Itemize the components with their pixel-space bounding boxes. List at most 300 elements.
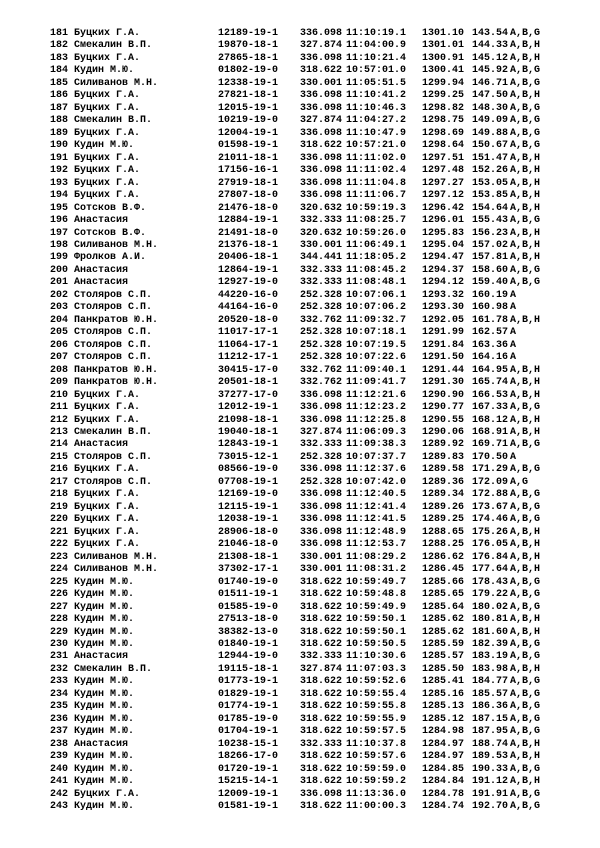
row-distance: 332.333 <box>300 264 343 276</box>
row-place: 218 <box>50 489 69 501</box>
row-points: 1289.36 <box>422 476 465 488</box>
row-coefficient: 187.95 <box>472 726 509 738</box>
row-flags: A,B,H <box>510 526 541 538</box>
row-fancier-name: Буцких Г.А. <box>74 389 141 401</box>
row-ring-code: 01774-19-1 <box>218 701 279 713</box>
row-place: 235 <box>50 701 69 713</box>
row-place: 237 <box>50 726 69 738</box>
table-row <box>50 103 560 115</box>
row-points: 1290.77 <box>422 402 465 414</box>
row-ring-code: 12927-19-0 <box>218 277 279 289</box>
row-ring-code: 12012-19-1 <box>218 402 279 414</box>
row-points: 1297.12 <box>422 190 465 202</box>
row-flags: A,B,H <box>510 539 541 551</box>
row-distance: 332.333 <box>300 738 343 750</box>
row-fancier-name: Кудин М.Ю. <box>74 638 135 650</box>
row-coefficient: 177.64 <box>472 564 509 576</box>
row-fancier-name: Кудин М.Ю. <box>74 763 135 775</box>
row-flags: A,B,G <box>510 439 541 451</box>
row-place: 192 <box>50 165 69 177</box>
row-ring-code: 11017-17-1 <box>218 327 279 339</box>
row-flags: A,B,H <box>510 165 541 177</box>
row-flags: A,B,H <box>510 614 541 626</box>
row-distance: 332.333 <box>300 439 343 451</box>
row-coefficient: 189.53 <box>472 751 509 763</box>
row-points: 1291.50 <box>422 352 465 364</box>
row-fancier-name: Кудин М.Ю. <box>74 701 135 713</box>
row-arrival-time: 11:10:41.2 <box>346 90 407 102</box>
row-flags: A <box>510 339 517 351</box>
row-distance: 252.328 <box>300 339 343 351</box>
row-ring-code: 01511-19-1 <box>218 589 279 601</box>
row-distance: 330.001 <box>300 239 343 251</box>
row-ring-code: 19115-18-1 <box>218 663 279 675</box>
row-points: 1291.30 <box>422 377 465 389</box>
row-place: 182 <box>50 40 69 52</box>
row-arrival-time: 10:59:49.7 <box>346 576 407 588</box>
row-distance: 336.098 <box>300 489 343 501</box>
row-flags: A,B,G <box>510 713 541 725</box>
table-row <box>50 789 560 801</box>
row-ring-code: 73015-12-1 <box>218 451 279 463</box>
row-coefficient: 190.33 <box>472 763 509 775</box>
row-ring-code: 12884-19-1 <box>218 215 279 227</box>
row-coefficient: 160.19 <box>472 289 509 301</box>
row-arrival-time: 11:09:40.1 <box>346 364 407 376</box>
table-row <box>50 252 560 264</box>
row-distance: 336.098 <box>300 190 343 202</box>
row-points: 1290.55 <box>422 414 465 426</box>
row-points: 1284.74 <box>422 801 465 813</box>
row-ring-code: 12038-19-1 <box>218 514 279 526</box>
row-arrival-time: 11:11:02.0 <box>346 152 407 164</box>
table-row <box>50 627 560 639</box>
row-distance: 318.622 <box>300 751 343 763</box>
row-place: 240 <box>50 763 69 775</box>
row-points: 1285.50 <box>422 663 465 675</box>
row-coefficient: 191.12 <box>472 776 509 788</box>
row-fancier-name: Кудин М.Ю. <box>74 601 135 613</box>
table-row <box>50 589 560 601</box>
row-ring-code: 20501-18-1 <box>218 377 279 389</box>
row-points: 1301.01 <box>422 40 465 52</box>
row-coefficient: 185.57 <box>472 688 509 700</box>
row-arrival-time: 10:59:50.1 <box>346 626 407 638</box>
row-fancier-name: Панкратов Ю.Н. <box>74 364 159 376</box>
row-coefficient: 153.05 <box>472 177 509 189</box>
row-place: 227 <box>50 601 69 613</box>
table-row <box>50 527 560 539</box>
row-coefficient: 183.19 <box>472 651 509 663</box>
row-distance: 332.762 <box>300 314 343 326</box>
row-flags: A,B,H <box>510 314 541 326</box>
row-place: 215 <box>50 451 69 463</box>
row-coefficient: 175.26 <box>472 526 509 538</box>
row-points: 1289.83 <box>422 451 465 463</box>
row-points: 1297.27 <box>422 177 465 189</box>
row-place: 213 <box>50 427 69 438</box>
row-arrival-time: 11:12:40.5 <box>346 489 407 501</box>
row-place: 206 <box>50 339 69 351</box>
row-distance: 252.328 <box>300 327 343 339</box>
row-arrival-time: 11:06:49.1 <box>346 239 407 251</box>
row-distance: 252.328 <box>300 476 343 488</box>
table-row <box>50 651 560 663</box>
row-arrival-time: 11:12:41.4 <box>346 501 407 513</box>
row-points: 1285.59 <box>422 638 465 650</box>
row-distance: 318.622 <box>300 676 343 688</box>
row-fancier-name: Фролков А.И. <box>74 252 147 264</box>
table-row <box>50 78 560 90</box>
row-flags: A,B,H <box>510 564 541 576</box>
row-ring-code: 01802-19-0 <box>218 65 279 77</box>
row-flags: A,B,H <box>510 227 541 239</box>
row-flags: A,B,H <box>510 52 541 64</box>
row-flags: A,B,H <box>510 364 541 376</box>
row-fancier-name: Кудин М.Ю. <box>74 776 135 788</box>
row-arrival-time: 11:10:37.8 <box>346 738 407 750</box>
row-arrival-time: 11:12:41.5 <box>346 514 407 526</box>
row-coefficient: 146.71 <box>472 77 509 89</box>
table-row <box>50 701 560 713</box>
row-fancier-name: Буцких Г.А. <box>74 127 141 139</box>
table-row <box>50 240 560 252</box>
table-row <box>50 327 560 339</box>
table-row <box>50 464 560 476</box>
row-points: 1299.25 <box>422 90 465 102</box>
row-distance: 318.622 <box>300 763 343 775</box>
row-arrival-time: 10:59:19.3 <box>346 202 407 214</box>
row-ring-code: 12015-19-1 <box>218 102 279 114</box>
row-ring-code: 01785-19-0 <box>218 713 279 725</box>
row-fancier-name: Силиванов М.Н. <box>74 551 159 563</box>
row-distance: 252.328 <box>300 302 343 314</box>
table-row <box>50 415 560 427</box>
row-ring-code: 21491-18-0 <box>218 227 279 239</box>
row-ring-code: 12338-19-1 <box>218 77 279 89</box>
row-ring-code: 44164-16-0 <box>218 302 279 314</box>
row-place: 229 <box>50 626 69 638</box>
table-row <box>50 689 560 701</box>
row-flags: A,B,G <box>510 651 541 663</box>
row-points: 1294.47 <box>422 252 465 264</box>
row-ring-code: 08566-19-0 <box>218 464 279 476</box>
table-row <box>50 178 560 190</box>
row-fancier-name: Буцких Г.А. <box>74 28 141 39</box>
table-row <box>50 564 560 576</box>
row-arrival-time: 11:11:06.7 <box>346 190 407 202</box>
row-ring-code: 27865-18-1 <box>218 52 279 64</box>
row-points: 1288.65 <box>422 526 465 538</box>
row-place: 196 <box>50 215 69 227</box>
row-points: 1295.83 <box>422 227 465 239</box>
row-distance: 318.622 <box>300 576 343 588</box>
row-place: 219 <box>50 501 69 513</box>
row-points: 1285.62 <box>422 614 465 626</box>
row-place: 241 <box>50 776 69 788</box>
row-arrival-time: 10:59:50.1 <box>346 614 407 626</box>
row-ring-code: 11212-17-1 <box>218 352 279 364</box>
row-place: 231 <box>50 651 69 663</box>
row-points: 1286.62 <box>422 551 465 563</box>
row-ring-code: 01585-19-0 <box>218 601 279 613</box>
row-arrival-time: 11:11:04.8 <box>346 177 407 189</box>
table-row <box>50 602 560 614</box>
row-ring-code: 37302-17-1 <box>218 564 279 576</box>
row-distance: 336.098 <box>300 788 343 800</box>
row-ring-code: 17156-16-1 <box>218 165 279 177</box>
row-flags: A,B,G <box>510 601 541 613</box>
table-row <box>50 577 560 589</box>
table-row <box>50 639 560 651</box>
row-fancier-name: Буцких Г.А. <box>74 501 141 513</box>
row-fancier-name: Кудин М.Ю. <box>74 713 135 725</box>
row-coefficient: 174.46 <box>472 514 509 526</box>
row-distance: 327.874 <box>300 40 343 52</box>
row-arrival-time: 10:59:50.5 <box>346 638 407 650</box>
table-row <box>50 390 560 402</box>
row-place: 202 <box>50 289 69 301</box>
row-arrival-time: 10:59:52.6 <box>346 676 407 688</box>
row-points: 1298.64 <box>422 140 465 152</box>
row-place: 204 <box>50 314 69 326</box>
row-arrival-time: 10:59:57.5 <box>346 726 407 738</box>
row-place: 201 <box>50 277 69 289</box>
row-ring-code: 01740-19-0 <box>218 576 279 588</box>
row-coefficient: 166.53 <box>472 389 509 401</box>
row-points: 1284.97 <box>422 738 465 750</box>
table-row <box>50 28 560 40</box>
row-ring-code: 15215-14-1 <box>218 776 279 788</box>
row-place: 190 <box>50 140 69 152</box>
row-coefficient: 192.70 <box>472 801 509 813</box>
row-arrival-time: 10:59:26.0 <box>346 227 407 239</box>
row-flags: A,B,G <box>510 589 541 601</box>
row-place: 198 <box>50 239 69 251</box>
row-coefficient: 150.67 <box>472 140 509 152</box>
table-row <box>50 751 560 763</box>
row-arrival-time: 10:57:01.0 <box>346 65 407 77</box>
row-points: 1296.42 <box>422 202 465 214</box>
row-fancier-name: Буцких Г.А. <box>74 152 141 164</box>
row-flags: A,B,G <box>510 127 541 139</box>
row-flags: A,B,H <box>510 663 541 675</box>
row-ring-code: 01704-19-1 <box>218 726 279 738</box>
row-place: 183 <box>50 52 69 64</box>
row-ring-code: 07708-19-1 <box>218 476 279 488</box>
row-coefficient: 153.85 <box>472 190 509 202</box>
row-ring-code: 21098-18-1 <box>218 414 279 426</box>
row-points: 1285.66 <box>422 576 465 588</box>
row-distance: 252.328 <box>300 451 343 463</box>
row-coefficient: 170.50 <box>472 451 509 463</box>
row-place: 225 <box>50 576 69 588</box>
row-points: 1296.01 <box>422 215 465 227</box>
row-place: 217 <box>50 476 69 488</box>
row-coefficient: 157.81 <box>472 252 509 264</box>
row-place: 194 <box>50 190 69 202</box>
row-ring-code: 01720-19-1 <box>218 763 279 775</box>
row-flags: A,B,G <box>510 264 541 276</box>
row-points: 1285.41 <box>422 676 465 688</box>
row-ring-code: 37277-17-0 <box>218 389 279 401</box>
results-table <box>50 28 560 814</box>
row-ring-code: 01773-19-1 <box>218 676 279 688</box>
table-row <box>50 153 560 165</box>
row-fancier-name: Столяров С.П. <box>74 352 153 364</box>
row-arrival-time: 10:59:59.2 <box>346 776 407 788</box>
row-flags: A,B,G <box>510 28 541 39</box>
row-arrival-time: 11:09:32.7 <box>346 314 407 326</box>
row-arrival-time: 11:04:00.9 <box>346 40 407 52</box>
row-ring-code: 10219-19-0 <box>218 115 279 127</box>
row-ring-code: 28906-18-0 <box>218 526 279 538</box>
table-row <box>50 65 560 77</box>
row-flags: A,B,H <box>510 389 541 401</box>
row-arrival-time: 11:09:41.7 <box>346 377 407 389</box>
row-fancier-name: Буцких Г.А. <box>74 489 141 501</box>
row-points: 1284.97 <box>422 751 465 763</box>
row-distance: 336.098 <box>300 389 343 401</box>
row-flags: A,B,H <box>510 152 541 164</box>
row-distance: 336.098 <box>300 526 343 538</box>
row-coefficient: 161.78 <box>472 314 509 326</box>
row-coefficient: 160.98 <box>472 302 509 314</box>
row-points: 1297.48 <box>422 165 465 177</box>
table-row <box>50 315 560 327</box>
row-flags: A,B,H <box>510 377 541 389</box>
table-row <box>50 776 560 788</box>
table-row <box>50 801 560 813</box>
row-ring-code: 27821-18-1 <box>218 90 279 102</box>
row-place: 210 <box>50 389 69 401</box>
row-place: 193 <box>50 177 69 189</box>
row-fancier-name: Силиванов М.Н. <box>74 77 159 89</box>
row-coefficient: 159.40 <box>472 277 509 289</box>
row-arrival-time: 11:12:53.7 <box>346 539 407 551</box>
row-ring-code: 18266-17-0 <box>218 751 279 763</box>
row-distance: 336.098 <box>300 464 343 476</box>
table-row <box>50 514 560 526</box>
row-fancier-name: Сотсков В.Ф. <box>74 227 147 239</box>
row-points: 1298.69 <box>422 127 465 139</box>
row-arrival-time: 10:59:55.8 <box>346 701 407 713</box>
row-flags: A,B,G <box>510 115 541 127</box>
row-ring-code: 38382-13-0 <box>218 626 279 638</box>
row-fancier-name: Кудин М.Ю. <box>74 751 135 763</box>
row-ring-code: 21308-18-1 <box>218 551 279 563</box>
row-fancier-name: Столяров С.П. <box>74 302 153 314</box>
row-distance: 336.098 <box>300 165 343 177</box>
row-flags: A,B,H <box>510 626 541 638</box>
row-fancier-name: Кудин М.Ю. <box>74 576 135 588</box>
row-place: 223 <box>50 551 69 563</box>
row-fancier-name: Кудин М.Ю. <box>74 589 135 601</box>
row-place: 220 <box>50 514 69 526</box>
row-flags: A,B,G <box>510 726 541 738</box>
row-fancier-name: Кудин М.Ю. <box>74 726 135 738</box>
row-arrival-time: 10:59:55.4 <box>346 688 407 700</box>
row-fancier-name: Кудин М.Ю. <box>74 65 135 77</box>
row-arrival-time: 11:08:48.1 <box>346 277 407 289</box>
row-place: 222 <box>50 539 69 551</box>
row-fancier-name: Кудин М.Ю. <box>74 801 135 813</box>
row-flags: A <box>510 352 517 364</box>
row-fancier-name: Смекалин В.П. <box>74 40 153 52</box>
row-ring-code: 27919-18-1 <box>218 177 279 189</box>
table-row <box>50 539 560 551</box>
row-coefficient: 158.60 <box>472 264 509 276</box>
row-flags: A,B,G <box>510 701 541 713</box>
row-coefficient: 178.43 <box>472 576 509 588</box>
row-points: 1298.75 <box>422 115 465 127</box>
row-points: 1285.64 <box>422 601 465 613</box>
row-coefficient: 143.54 <box>472 28 509 39</box>
row-ring-code: 30415-17-0 <box>218 364 279 376</box>
row-flags: A,B,H <box>510 252 541 264</box>
row-coefficient: 183.98 <box>472 663 509 675</box>
row-distance: 320.632 <box>300 202 343 214</box>
row-distance: 318.622 <box>300 589 343 601</box>
row-fancier-name: Буцких Г.А. <box>74 539 141 551</box>
row-ring-code: 01598-19-1 <box>218 140 279 152</box>
row-coefficient: 152.26 <box>472 165 509 177</box>
table-row <box>50 676 560 688</box>
row-distance: 252.328 <box>300 352 343 364</box>
row-distance: 332.333 <box>300 215 343 227</box>
row-flags: A,B,H <box>510 551 541 563</box>
table-row <box>50 277 560 289</box>
table-row <box>50 140 560 152</box>
row-flags: A,B,G <box>510 763 541 775</box>
row-place: 191 <box>50 152 69 164</box>
row-fancier-name: Буцких Г.А. <box>74 177 141 189</box>
row-coefficient: 187.15 <box>472 713 509 725</box>
row-coefficient: 155.43 <box>472 215 509 227</box>
row-distance: 318.622 <box>300 701 343 713</box>
row-flags: A,B,G <box>510 576 541 588</box>
row-flags: A <box>510 302 517 314</box>
row-flags: A,B,G <box>510 65 541 77</box>
row-place: 195 <box>50 202 69 214</box>
table-row <box>50 115 560 127</box>
row-coefficient: 173.67 <box>472 501 509 513</box>
row-ring-code: 20406-18-1 <box>218 252 279 264</box>
row-coefficient: 149.88 <box>472 127 509 139</box>
row-flags: A,B,G <box>510 77 541 89</box>
table-row <box>50 352 560 364</box>
table-row <box>50 302 560 314</box>
row-distance: 330.001 <box>300 551 343 563</box>
table-row <box>50 128 560 140</box>
row-flags: A <box>510 451 517 463</box>
row-coefficient: 188.74 <box>472 738 509 750</box>
row-points: 1284.98 <box>422 726 465 738</box>
row-fancier-name: Столяров С.П. <box>74 476 153 488</box>
row-fancier-name: Кудин М.Ю. <box>74 626 135 638</box>
row-coefficient: 180.81 <box>472 614 509 626</box>
row-ring-code: 21476-18-0 <box>218 202 279 214</box>
row-fancier-name: Буцких Г.А. <box>74 402 141 414</box>
row-arrival-time: 11:12:21.6 <box>346 389 407 401</box>
row-distance: 318.622 <box>300 626 343 638</box>
row-arrival-time: 10:07:19.5 <box>346 339 407 351</box>
row-place: 239 <box>50 751 69 763</box>
row-fancier-name: Столяров С.П. <box>74 289 153 301</box>
row-fancier-name: Буцких Г.А. <box>74 190 141 202</box>
row-flags: A,B,G <box>510 501 541 513</box>
row-distance: 327.874 <box>300 663 343 675</box>
